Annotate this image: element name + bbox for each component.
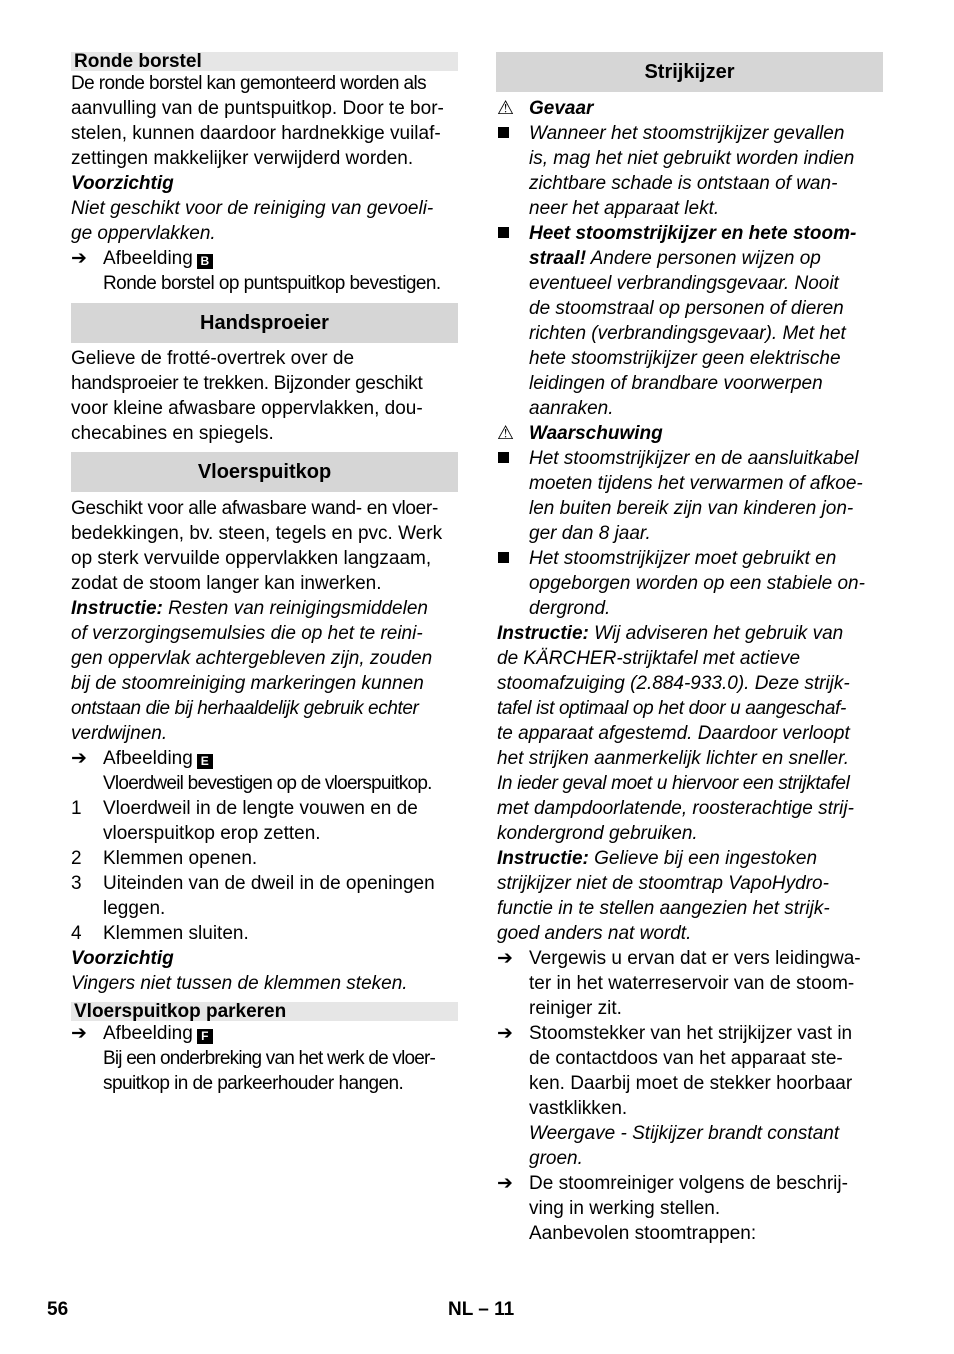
instruction-line: tafel ist optimaal op het door u aangeschaf- xyxy=(497,698,846,719)
warning-triangle-icon: ⚠ xyxy=(497,98,515,119)
instruction-line: verdwijnen. xyxy=(71,723,168,744)
bullet-bold-text: straal! xyxy=(529,248,587,269)
bullet-square-icon xyxy=(498,452,509,463)
instruction-line: of verzorgingsemulsies die op het te reini- xyxy=(71,623,423,644)
figure-text: Bij een onderbreking van het werk de vloer- xyxy=(103,1048,436,1069)
section-header-vloerspuitkop: Vloerspuitkop xyxy=(71,452,458,492)
bullet-line: richten (verbrandingsgevaar). Met het xyxy=(529,323,846,344)
figure-reference xyxy=(103,746,213,771)
instruction-line: In ieder geval moet u hiervoor een strijktafel xyxy=(497,773,850,794)
warning-title: Waarschuwing xyxy=(529,423,663,444)
figure-letter-badge: F xyxy=(197,1029,213,1044)
instruction-line: functie in te stellen aangezien het strijk- xyxy=(497,898,830,919)
bullet-square-icon xyxy=(498,227,509,238)
bullet-line: len buiten bereik zijn van kinderen jon- xyxy=(529,498,854,519)
arrow-icon: ➔ xyxy=(71,248,87,269)
action-line: Aanbevolen stoomtrappen: xyxy=(529,1223,757,1244)
bullet-line: Het stoomstrijkijzer moet gebruikt en xyxy=(529,548,837,569)
section-title-ronde-borstel: Ronde borstel xyxy=(71,52,458,71)
bullet-line: Het stoomstrijkijzer en de aansluitkabel xyxy=(529,448,859,469)
instruction-line: gen oppervlak achtergebleven zijn, zouden xyxy=(71,648,433,669)
body-line: op sterk vervuilde oppervlakken langzaam, xyxy=(71,548,432,569)
instruction-line: het strijken aanmerkelijk lichter en sneller. xyxy=(497,748,850,769)
bullet-text: Andere personen wijzen op xyxy=(590,248,821,269)
section-title-vloerspuitkop-parkeren: Vloerspuitkop parkeren xyxy=(71,1002,458,1021)
arrow-icon: ➔ xyxy=(71,748,87,769)
bullet-bold-line: Heet stoomstrijkijzer en hete stoom- xyxy=(529,223,857,244)
bullet-line: aanraken. xyxy=(529,398,614,419)
instruction-line: bij de stoomreiniging markeringen kunnen xyxy=(71,673,424,694)
arrow-icon: ➔ xyxy=(71,1023,87,1044)
figure-text: Vloerdweil bevestigen op de vloerspuitkop. xyxy=(103,773,432,794)
bullet-line: Wanneer het stoomstrijkijzer gevallen xyxy=(529,123,845,144)
bullet-line: neer het apparaat lekt. xyxy=(529,198,720,219)
arrow-icon: ➔ xyxy=(497,948,513,969)
step-line: Uiteinden van de dweil in de openingen xyxy=(103,873,435,894)
bullet-line: dergrond. xyxy=(529,598,611,619)
instruction-line: kondergrond gebruiken. xyxy=(497,823,698,844)
step-line: Klemmen openen. xyxy=(103,848,258,869)
instruction-line: te apparaat afgestemd. Daardoor verloopt xyxy=(497,723,850,744)
bullet-line: opgeborgen worden op een stabiele on- xyxy=(529,573,865,594)
figure-text: Ronde borstel op puntspuitkop bevestigen. xyxy=(103,273,441,294)
instruction-line xyxy=(71,596,428,621)
instruction-line: goed anders nat wordt. xyxy=(497,923,692,944)
section-header-handsproeier: Handsproeier xyxy=(71,303,458,343)
instruction-line xyxy=(497,846,817,871)
figure-label: Afbeelding xyxy=(103,748,193,769)
caution-line: Niet geschikt voor de reiniging van gevoeli- xyxy=(71,198,434,219)
bullet-line: ger dan 8 jaar. xyxy=(529,523,651,544)
action-note: groen. xyxy=(529,1148,583,1169)
body-line: voor kleine afwasbare oppervlakken, dou- xyxy=(71,398,423,419)
bullet-line: leidingen of brandbare voorwerpen xyxy=(529,373,823,394)
bullet-line: de stoomstraal op personen of dieren xyxy=(529,298,844,319)
step-line: Klemmen sluiten. xyxy=(103,923,249,944)
instruction-line xyxy=(497,621,843,646)
page-number: 56 xyxy=(47,1299,69,1320)
step-line: leggen. xyxy=(103,898,166,919)
caution-title: Voorzichtig xyxy=(71,173,174,194)
action-note: Weergave - Stijkijzer brandt constant xyxy=(529,1123,840,1144)
body-line: stelen, kunnen daardoor hardnekkige vuilaf- xyxy=(71,123,441,144)
step-number: 3 xyxy=(71,873,82,894)
figure-label: Afbeelding xyxy=(103,1023,193,1044)
caution-line: ge oppervlakken. xyxy=(71,223,216,244)
action-line: Vergewis u ervan dat er vers leidingwa- xyxy=(529,948,861,969)
figure-letter-badge: E xyxy=(197,754,213,769)
figure-reference xyxy=(103,246,213,271)
body-line: De ronde borstel kan gemonteerd worden als xyxy=(71,73,427,94)
body-line: zettingen makkelijker verwijderd worden. xyxy=(71,148,414,169)
instruction-text: Resten van reinigingsmiddelen xyxy=(168,598,428,619)
action-line: Stoomstekker van het strijkijzer vast in xyxy=(529,1023,853,1044)
bullet-line: moeten tijdens het verwarmen of afkoe- xyxy=(529,473,863,494)
instruction-line: ontstaan die bij herhaaldelijk gebruik echter xyxy=(71,698,419,719)
figure-reference xyxy=(103,1021,213,1046)
body-line: zodat de stoom langer kan inwerken. xyxy=(71,573,382,594)
instruction-line: de KÄRCHER-strijktafel met actieve xyxy=(497,648,801,669)
action-line: de contactdoos van het apparaat ste- xyxy=(529,1048,843,1069)
caution-title: Voorzichtig xyxy=(71,948,174,969)
body-line: checabines en spiegels. xyxy=(71,423,274,444)
step-number: 4 xyxy=(71,923,82,944)
action-line: vastklikken. xyxy=(529,1098,628,1119)
instruction-label: Instructie: xyxy=(71,598,163,619)
body-line: handsproeier te trekken. Bijzonder geschikt xyxy=(71,373,423,394)
danger-title: Gevaar xyxy=(529,98,594,119)
bullet-line xyxy=(529,246,821,271)
bullet-line: is, mag het niet gebruikt worden indien xyxy=(529,148,855,169)
body-line: aanvulling van de puntspuitkop. Door te bor- xyxy=(71,98,444,119)
instruction-label: Instructie: xyxy=(497,848,589,869)
warning-triangle-icon: ⚠ xyxy=(497,423,515,444)
bullet-square-icon xyxy=(498,552,509,563)
body-line: Geschikt voor alle afwasbare wand- en vloer- xyxy=(71,498,438,519)
arrow-icon: ➔ xyxy=(497,1173,513,1194)
body-line: bedekkingen, bv. steen, tegels en pvc. Werk xyxy=(71,523,443,544)
action-line: De stoomreiniger volgens de beschrij- xyxy=(529,1173,848,1194)
figure-label: Afbeelding xyxy=(103,248,193,269)
arrow-icon: ➔ xyxy=(497,1023,513,1044)
step-line: vloerspuitkop erop zetten. xyxy=(103,823,321,844)
action-line: reiniger zit. xyxy=(529,998,622,1019)
instruction-line: met dampdoorlatende, roosterachtige strij- xyxy=(497,798,854,819)
step-number: 2 xyxy=(71,848,82,869)
caution-line: Vingers niet tussen de klemmen steken. xyxy=(71,973,408,994)
bullet-line: hete stoomstrijkijzer geen elektrische xyxy=(529,348,841,369)
instruction-line: stoomafzuiging (2.884-933.0). Deze strijk- xyxy=(497,673,850,694)
action-line: ken. Daarbij moet de stekker hoorbaar xyxy=(529,1073,853,1094)
instruction-text: Gelieve bij een ingestoken xyxy=(594,848,818,869)
bullet-line: eventueel verbrandingsgevaar. Nooit xyxy=(529,273,839,294)
instruction-text: Wij adviseren het gebruik van xyxy=(594,623,844,644)
section-header-strijkijzer: Strijkijzer xyxy=(496,52,883,92)
instruction-label: Instructie: xyxy=(497,623,589,644)
step-line: Vloerdweil in de lengte vouwen en de xyxy=(103,798,418,819)
bullet-square-icon xyxy=(498,127,509,138)
action-line: ter in het waterreservoir van de stoom- xyxy=(529,973,855,994)
action-line: ving in werking stellen. xyxy=(529,1198,721,1219)
figure-text: spuitkop in de parkeerhouder hangen. xyxy=(103,1073,404,1094)
step-number: 1 xyxy=(71,798,82,819)
figure-letter-badge: B xyxy=(197,254,213,269)
page-section-label: NL – 11 xyxy=(448,1299,515,1320)
bullet-line: zichtbare schade is ontstaan of wan- xyxy=(529,173,838,194)
instruction-line: strijkijzer niet de stoomtrap VapoHydro- xyxy=(497,873,829,894)
body-line: Gelieve de frotté-overtrek over de xyxy=(71,348,355,369)
